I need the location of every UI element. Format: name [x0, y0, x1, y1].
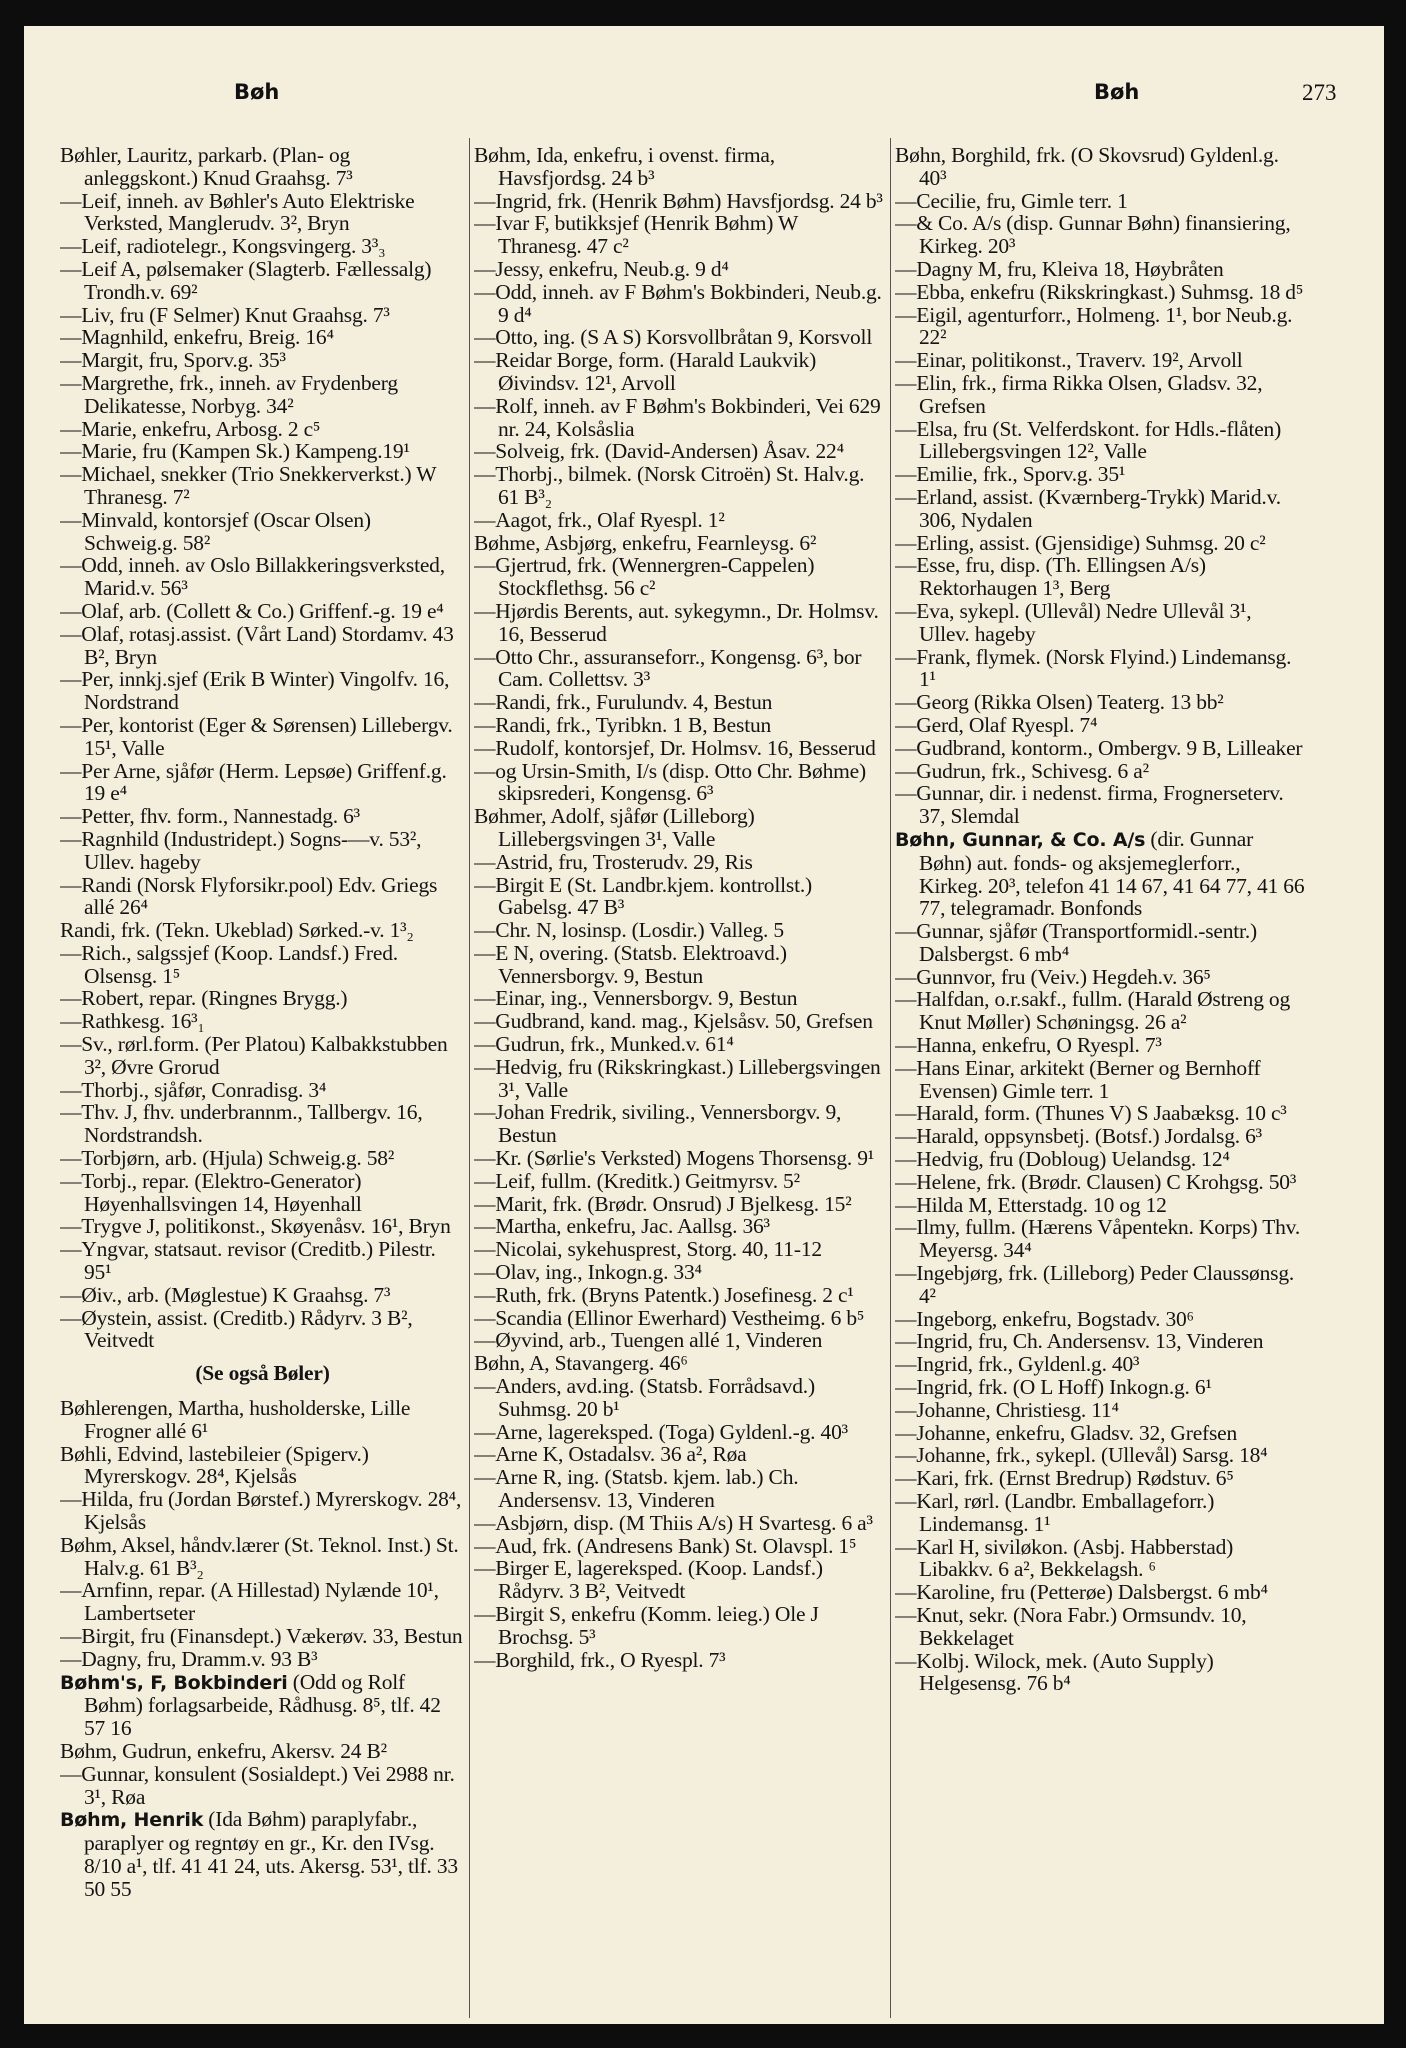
- directory-entry: —Hans Einar, arkitekt (Berner og Bernhoff Evensen) Gimle terr. 1: [895, 1055, 1261, 1103]
- directory-entry: —Harald, form. (Thunes V) S Jaabæksg. 10 c³: [895, 1101, 1287, 1126]
- directory-entry: —Kari, frk. (Ernst Bredrup) Rødstuv. 6⁵: [895, 1466, 1234, 1491]
- directory-entry: —Harald, oppsynsbetj. (Botsf.) Jordalsg. 6³: [895, 1124, 1262, 1149]
- directory-entry: —Chr. N, losinsp. (Losdir.) Valleg. 5: [474, 918, 784, 943]
- directory-entry: —Ingebjørg, frk. (Lilleborg) Peder Claussønsg. 4²: [895, 1261, 1295, 1308]
- column-2: [474, 144, 885, 2014]
- directory-entry: —Margit, fru, Sporv.g. 35³: [60, 348, 286, 373]
- entry-details: (Ida Bøhm) paraplyfabr., paraplyer og regntøy en gr., Kr. den IVsg. 8/10 a¹, tlf. 41 41 24, uts. Akersg. 53¹, tlf. 33 50 55: [84, 1807, 458, 1901]
- directory-entry: —Ivar F, butikksjef (Henrik Bøhm) W Thranesg. 47 c²: [474, 211, 798, 259]
- directory-entry: —Ingrid, frk. (O L Hoff) Inkogn.g. 6¹: [895, 1375, 1212, 1400]
- directory-entry: —Per, innkj.sjef (Erik B Winter) Vingolfv. 16, Nordstrand: [60, 667, 450, 715]
- directory-entry: —Ingeborg, enkefru, Bogstadv. 30⁶: [895, 1306, 1194, 1331]
- directory-entry: —Hedvig, fru (Rikskringkast.) Lillebergsvingen 3¹, Valle: [474, 1054, 881, 1102]
- directory-entry: —Yngvar, statsaut. revisor (Creditb.) Pilestr. 95¹: [60, 1237, 436, 1285]
- directory-entry: —Leif, fullm. (Kreditk.) Geitmyrsv. 5²: [474, 1168, 800, 1193]
- directory-entry: Bøhmer, Adolf, sjåfør (Lilleborg) Lillebergsvingen 3¹, Valle: [474, 804, 755, 851]
- directory-entry: —Margrethe, frk., inneh. av Frydenberg Delikatesse, Norbyg. 34²: [60, 370, 398, 418]
- directory-entry: —Olav, ing., Inkogn.g. 33⁴: [474, 1260, 702, 1285]
- directory-entry: —Robert, repar. (Ringnes Brygg.): [60, 986, 348, 1011]
- directory-entry: —Gunnar, konsulent (Sosialdept.) Vei 2988 nr. 3¹, Røa: [60, 1761, 455, 1809]
- directory-entry: —Per, kontorist (Eger & Sørensen) Lillebergv. 15¹, Valle: [60, 712, 453, 760]
- directory-entry: —Øiv., arb. (Møglestue) K Graahsg. 7³: [60, 1282, 391, 1307]
- directory-entry: —Trygve J, politikonst., Skøyenåsv. 16¹, Bryn: [60, 1214, 451, 1239]
- directory-entry: Bøhm, Ida, enkefru, i ovenst. firma, Havsfjordsg. 24 b³: [474, 144, 775, 190]
- directory-entry: —Johanne, frk., sykepl. (Ullevål) Sarsg. 18⁴: [895, 1443, 1268, 1468]
- directory-entry: —Gunnvor, fru (Veiv.) Hegdeh.v. 36⁵: [895, 964, 1211, 989]
- directory-entry: Bøhler, Lauritz, parkarb. (Plan- og anleggskont.) Knud Graahsg. 7³: [60, 144, 353, 190]
- directory-entry: —Odd, inneh. av F Bøhm's Bokbinderi, Neub.g. 9 d⁴: [474, 279, 882, 327]
- directory-entry: —Helene, frk. (Brødr. Clausen) C Krohgsg. 50³: [895, 1169, 1297, 1194]
- directory-entry: —Leif, inneh. av Bøhler's Auto Elektriske Verksted, Manglerudv. 3², Bryn: [60, 188, 415, 236]
- directory-entry: —Gudbrand, kontorm., Ombergv. 9 B, Lilleaker: [895, 735, 1303, 760]
- directory-entry: —og Ursin-Smith, I/s (disp. Otto Chr. Bøhme) skipsrederi, Kongensg. 6³: [474, 758, 866, 806]
- directory-entry: —Arne, lagereksped. (Toga) Gyldenl.-g. 40³: [474, 1419, 848, 1444]
- entry-details: (dir. Gunnar Bøhn) aut. fonds- og aksjemeglerforr., Kirkeg. 20³, telefon 41 14 67, 41 64 77, 41 66 77, telegramadr. Bonfonds: [919, 826, 1305, 921]
- directory-entry: —Birger E, lagereksped. (Koop. Landsf.) Rådyrv. 3 B², Veitvedt: [474, 1556, 823, 1604]
- directory-entry: Bøhme, Asbjørg, enkefru, Fearnleysg. 6²: [474, 530, 817, 555]
- directory-entry: —Birgit, fru (Finansdept.) Vækerøv. 33, Bestun: [60, 1624, 463, 1648]
- directory-entry: —Randi, frk., Furulundv. 4, Bestun: [474, 690, 773, 715]
- directory-entry: —Reidar Borge, form. (Harald Laukvik) Øivindsv. 12¹, Arvoll: [474, 348, 817, 395]
- directory-entry: —Erling, assist. (Gjensidige) Suhmsg. 20 c²: [895, 530, 1266, 555]
- directory-entry: —Johanne, enkefru, Gladsv. 32, Grefsen: [895, 1420, 1238, 1445]
- directory-entry: —Rolf, inneh. av F Bøhm's Bokbinderi, Vei 629 nr. 24, Kolsåslia: [474, 393, 881, 441]
- directory-entry: —Solveig, frk. (David-Andersen) Åsav. 22⁴: [474, 439, 844, 464]
- directory-entry: —Hjørdis Berents, aut. sykegymn., Dr. Holmsv. 16, Besserud: [474, 598, 879, 646]
- directory-entry: —Gudbrand, kand. mag., Kjelsåsv. 50, Grefsen: [474, 1009, 873, 1034]
- directory-entry: —Sv., rørl.form. (Per Platou) Kalbakkstubben 3², Øvre Grorud: [60, 1032, 448, 1079]
- directory-entry: —Øyvind, arb., Tuengen allé 1, Vinderen: [474, 1328, 823, 1353]
- directory-entry: —Ruth, frk. (Bryns Patentk.) Josefinesg. 2 c¹: [474, 1282, 854, 1307]
- directory-entry: Bøhn, Borghild, frk. (O Skovsrud) Gyldenl.g. 40³: [895, 144, 1279, 190]
- page-number: 273: [1302, 80, 1337, 105]
- directory-entry: [60, 1808, 465, 1900]
- directory-entry: —Anders, avd.ing. (Statsb. Forrådsavd.) Suhmsg. 20 b¹: [474, 1374, 815, 1421]
- directory-entry: —Johanne, Christiesg. 11⁴: [895, 1397, 1119, 1422]
- directory-entry: —Leif, radiotelegr., Kongsvingerg. 3³₃: [60, 234, 386, 259]
- directory-entry: —Per Arne, sjåfør (Herm. Lepsøe) Griffenf.g. 19 e⁴: [60, 758, 447, 806]
- directory-entry: —Hilda, fru (Jordan Børstef.) Myrerskogv. 28⁴, Kjelsås: [60, 1487, 462, 1535]
- directory-entry: —Øystein, assist. (Creditb.) Rådyrv. 3 B², Veitvedt: [60, 1305, 413, 1353]
- directory-entry: —Olaf, rotasj.assist. (Vårt Land) Stordamv. 43 B², Bryn: [60, 621, 454, 669]
- directory-entry: —Marie, fru (Kampen Sk.) Kampeng.19¹: [60, 439, 410, 464]
- column-divider: [469, 138, 470, 2018]
- directory-page: [24, 26, 1384, 2024]
- directory-entry: —Torbjørn, arb. (Hjula) Schweig.g. 58²: [60, 1146, 395, 1171]
- directory-entry: Randi, frk. (Tekn. Ukeblad) Sørked.-v. 1³₂: [60, 918, 414, 943]
- directory-entry: —Liv, fru (F Selmer) Knut Graahsg. 7³: [60, 302, 390, 327]
- directory-entry: —Esse, fru, disp. (Th. Ellingsen A/s) Rektorhaugen 1³, Berg: [895, 553, 1206, 601]
- cross-reference: (Se også Bøler): [195, 1361, 330, 1386]
- directory-entry: —Borghild, frk., O Ryespl. 7³: [474, 1647, 726, 1672]
- directory-entry: —Randi, frk., Tyribkn. 1 B, Bestun: [474, 712, 772, 737]
- directory-entry: —E N, overing. (Statsb. Elektroavd.) Vennersborgv. 9, Bestun: [474, 940, 787, 988]
- directory-entry: —Minvald, kontorsjef (Oscar Olsen) Schweig.g. 58²: [60, 507, 371, 555]
- directory-entry: —Leif A, pølsemaker (Slagterb. Fællessalg) Trondh.v. 69²: [60, 256, 432, 304]
- directory-entry: —Erland, assist. (Kværnberg-Trykk) Marid.v. 306, Nydalen: [895, 484, 1281, 532]
- directory-entry: —Karl H, siviløkon. (Asbj. Habberstad) Libakkv. 6 a², Bekkelagsh. ⁶: [895, 1534, 1234, 1582]
- directory-entry: —Einar, politikonst., Traverv. 19², Arvoll: [895, 348, 1243, 373]
- directory-entry: —Magnhild, enkefru, Breig. 16⁴: [60, 325, 334, 350]
- directory-entry: —Kr. (Sørlie's Verksted) Mogens Thorsensg. 9¹: [474, 1146, 875, 1171]
- directory-entry: —Gerd, Olaf Ryespl. 7⁴: [895, 712, 1098, 737]
- directory-entry: —Knut, sekr. (Nora Fabr.) Ormsundv. 10, Bekkelaget: [895, 1603, 1247, 1650]
- firm-name: Bøhm's, F, Bokbinderi: [60, 1671, 288, 1694]
- directory-entry: —Birgit E (St. Landbr.kjem. kontrollst.) Gabelsg. 47 B³: [474, 872, 812, 920]
- directory-entry: —Olaf, arb. (Collett & Co.) Griffenf.-g. 19 e⁴: [60, 598, 444, 623]
- directory-entry: —Elin, frk., firma Rikka Olsen, Gladsv. 32, Grefsen: [895, 370, 1263, 418]
- directory-entry: —Thorbj., sjåfør, Conradisg. 3⁴: [60, 1077, 327, 1102]
- directory-entry: —Eigil, agenturforr., Holmeng. 1¹, bor Neub.g. 22²: [895, 302, 1293, 350]
- directory-entry: —Arne K, Ostadalsv. 36 a², Røa: [474, 1442, 747, 1467]
- directory-entry: Bøhm, Aksel, håndv.lærer (St. Teknol. Inst.) St. Halv.g. 61 B³₂: [60, 1532, 459, 1580]
- running-head-left: Bøh: [234, 80, 280, 104]
- directory-entry: —Martha, enkefru, Jac. Aallsg. 36³: [474, 1214, 770, 1239]
- directory-entry: —Ingrid, frk., Gyldenl.g. 40³: [895, 1352, 1140, 1377]
- directory-entry: —Otto Chr., assuranseforr., Kongensg. 6³, bor Cam. Collettsv. 3³: [474, 644, 862, 692]
- directory-entry: —Dagny, fru, Dramm.v. 93 B³: [60, 1646, 318, 1671]
- column-3: [895, 144, 1305, 2014]
- directory-entry: —Rathkesg. 16³₁: [60, 1009, 205, 1034]
- directory-entry: —Gjertrud, frk. (Wennergren-Cappelen) Stockflethsg. 56 c²: [474, 553, 815, 601]
- directory-entry: Bøhm, Gudrun, enkefru, Akersv. 24 B²: [60, 1738, 387, 1763]
- directory-entry: —Michael, snekker (Trio Snekkerverkst.) W Thranesg. 7²: [60, 462, 436, 509]
- directory-entry: —Kolbj. Wilock, mek. (Auto Supply) Helgesensg. 76 b⁴: [895, 1648, 1214, 1696]
- firm-name: Bøhn, Gunnar, & Co. A/s: [895, 828, 1146, 851]
- entry-details: (Odd og Rolf Bøhm) forlagsarbeide, Rådhusg. 8⁵, tlf. 42 57 16: [84, 1669, 441, 1741]
- running-head-right: Bøh: [1094, 80, 1140, 104]
- directory-entry: —Otto, ing. (S A S) Korsvollbråtan 9, Korsvoll: [474, 325, 873, 350]
- directory-entry: —Ingrid, fru, Ch. Andersensv. 13, Vinderen: [895, 1329, 1264, 1354]
- directory-entry: —Torbj., repar. (Elektro-Generator) Høyenhallsvingen 14, Høyenhall: [60, 1168, 362, 1216]
- directory-entry: —Dagny M, fru, Kleiva 18, Høybråten: [895, 256, 1224, 281]
- directory-entry: —Birgit S, enkefru (Komm. leieg.) Ole J Brochsg. 5³: [474, 1602, 819, 1649]
- firm-name: Bøhm, Henrik: [60, 1809, 204, 1832]
- directory-entry: —Hanna, enkefru, O Ryespl. 7³: [895, 1033, 1162, 1058]
- directory-entry: —& Co. A/s (disp. Gunnar Bøhn) finansiering, Kirkeg. 20³: [895, 211, 1291, 259]
- directory-entry: —Ebba, enkefru (Rikskringkast.) Suhmsg. 18 d⁵: [895, 279, 1304, 304]
- directory-entry: Bøhn, A, Stavangerg. 46⁶: [474, 1351, 688, 1376]
- directory-entry: —Gunnar, sjåfør (Transportformidl.-sentr.) Dalsbergst. 6 mb⁴: [895, 919, 1257, 966]
- column-1: [60, 144, 465, 2014]
- directory-entry: —Cecilie, fru, Gimle terr. 1: [895, 188, 1128, 213]
- directory-entry: —Elsa, fru (St. Velferdskont. for Hdls.-flåten) Lillebergsvingen 12², Valle: [895, 416, 1282, 464]
- column-divider: [890, 138, 891, 2018]
- directory-entry: —Georg (Rikka Olsen) Teaterg. 13 bb²: [895, 690, 1224, 715]
- directory-entry: —Halfdan, o.r.sakf., fullm. (Harald Østreng og Knut Møller) Schøningsg. 26 a²: [895, 987, 1291, 1035]
- directory-entry: —Asbjørn, disp. (M Thiis A/s) H Svartesg. 6 a³: [474, 1510, 873, 1535]
- directory-entry: Bøhlerengen, Martha, husholderske, Lille Frogner allé 6¹: [60, 1396, 411, 1443]
- directory-entry: —Thorbj., bilmek. (Norsk Citroën) St. Halv.g. 61 B³₂: [474, 462, 865, 509]
- directory-entry: —Karl, rørl. (Landbr. Emballageforr.) Lindemansg. 1¹: [895, 1489, 1215, 1536]
- directory-entry: —Gunnar, dir. i nedenst. firma, Frognerseterv. 37, Slemdal: [895, 781, 1284, 829]
- directory-entry: —Gudrun, frk., Munked.v. 61⁴: [474, 1032, 734, 1057]
- directory-entry: —Hilda M, Etterstadg. 10 og 12: [895, 1192, 1167, 1217]
- directory-entry: —Nicolai, sykehusprest, Storg. 40, 11-12: [474, 1237, 822, 1262]
- directory-entry: —Aud, frk. (Andresens Bank) St. Olavspl. 1⁵: [474, 1533, 857, 1558]
- directory-entry: —Gudrun, frk., Schivesg. 6 a²: [895, 758, 1149, 783]
- directory-entry: —Marit, frk. (Brødr. Onsrud) J Bjelkesg. 15²: [474, 1191, 852, 1216]
- directory-entry: —Odd, inneh. av Oslo Billakkeringsverksted, Marid.v. 56³: [60, 553, 445, 601]
- directory-entry: —Randi (Norsk Flyforsikr.pool) Edv. Griegs allé 26⁴: [60, 872, 438, 920]
- directory-entry: —Ragnhild (Industridept.) Sogns-—v. 53², Ullev. hageby: [60, 826, 422, 874]
- directory-entry: —Ingrid, frk. (Henrik Bøhm) Havsfjordsg. 24 b³: [474, 188, 883, 213]
- directory-entry: —Jessy, enkefru, Neub.g. 9 d⁴: [474, 256, 729, 281]
- directory-entry: [60, 1671, 465, 1740]
- directory-entry: —Emilie, frk., Sporv.g. 35¹: [895, 462, 1126, 487]
- directory-entry: —Astrid, fru, Trosterudv. 29, Ris: [474, 849, 753, 874]
- directory-entry: —Ilmy, fullm. (Hærens Våpentekn. Korps) Thv. Meyersg. 34⁴: [895, 1215, 1301, 1263]
- directory-entry: —Frank, flymek. (Norsk Flyind.) Lindemansg. 1¹: [895, 644, 1292, 692]
- directory-entry: —Thv. J, fhv. underbrannm., Tallbergv. 16, Nordstrandsh.: [60, 1100, 423, 1148]
- directory-entry: —Arne R, ing. (Statsb. kjem. lab.) Ch. Andersensv. 13, Vinderen: [474, 1465, 799, 1513]
- directory-entry: —Hedvig, fru (Dobloug) Uelandsg. 12⁴: [895, 1147, 1230, 1172]
- directory-entry: —Rich., salgssjef (Koop. Landsf.) Fred. Olsensg. 1⁵: [60, 940, 398, 988]
- directory-entry: [895, 828, 1305, 920]
- directory-entry: —Eva, sykepl. (Ullevål) Nedre Ullevål 3¹, Ullev. hageby: [895, 598, 1252, 646]
- directory-entry: —Petter, fhv. form., Nannestadg. 6³: [60, 804, 360, 829]
- directory-entry: —Marie, enkefru, Arbosg. 2 c⁵: [60, 416, 321, 441]
- directory-entry: —Einar, ing., Vennersborgv. 9, Bestun: [474, 986, 798, 1011]
- directory-entry: —Scandia (Ellinor Ewerhard) Vestheimg. 6 b⁵: [474, 1305, 865, 1330]
- directory-entry: —Aagot, frk., Olaf Ryespl. 1²: [474, 507, 725, 532]
- directory-entry: —Johan Fredrik, siviling., Vennersborgv. 9, Bestun: [474, 1100, 842, 1148]
- directory-entry: —Arnfinn, repar. (A Hillestad) Nylænde 10¹, Lambertseter: [60, 1578, 439, 1626]
- directory-entry: —Rudolf, kontorsjef, Dr. Holmsv. 16, Besserud: [474, 735, 876, 760]
- directory-entry: —Karoline, fru (Petterøe) Dalsbergst. 6 mb⁴: [895, 1580, 1268, 1605]
- directory-entry: Bøhli, Edvind, lastebileier (Spigerv.) Myrerskogv. 28⁴, Kjelsås: [60, 1441, 369, 1489]
